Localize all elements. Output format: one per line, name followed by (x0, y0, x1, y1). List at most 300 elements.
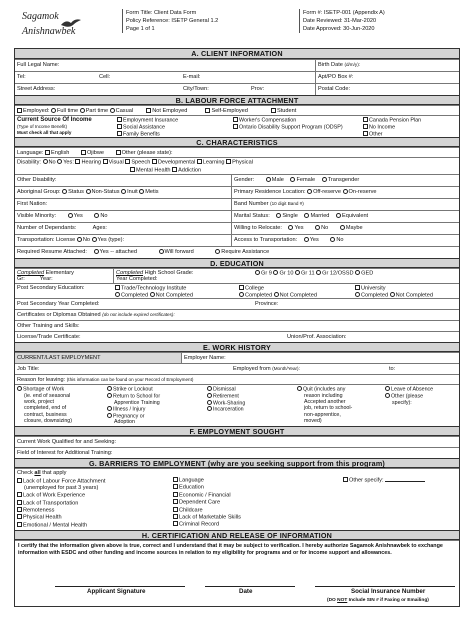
trade-tech-checkbox[interactable] (115, 285, 120, 290)
access-no-radio[interactable] (330, 237, 335, 242)
cell-field[interactable] (97, 72, 181, 83)
transgender-radio[interactable] (322, 177, 327, 182)
student-label: Student (276, 108, 297, 114)
social-assistance-label: Social Assistance (123, 124, 165, 131)
city-field[interactable] (181, 84, 249, 95)
not-employed-checkbox[interactable] (146, 108, 151, 113)
barrier-physical-checkbox[interactable] (17, 514, 22, 519)
access-transport-label: Access to Transportation: (234, 237, 298, 243)
casual-label: Casual (115, 108, 134, 114)
sin-note-pre: (DO (327, 598, 338, 603)
row-ps-year (15, 298, 459, 309)
barrier-skills-label: Lack of Marketable Skills (179, 514, 241, 521)
physical-label: Physical (232, 159, 253, 166)
status-label: Status (68, 189, 84, 195)
current-last-employment-label: CURRENT/LAST EMPLOYMENT (17, 355, 101, 361)
female-label: Female (296, 177, 316, 183)
retirement-label: Retirement (213, 393, 239, 400)
trade-not-completed-label: Not Completed (155, 292, 193, 298)
applicant-signature-line[interactable] (55, 586, 185, 587)
mental-health-checkbox[interactable] (130, 167, 135, 172)
leave-radio[interactable] (385, 386, 390, 391)
employed-from-label: Employed from (233, 366, 271, 372)
form-header (14, 8, 460, 46)
illness-radio[interactable] (107, 406, 112, 411)
no-income-label: No Income (369, 124, 396, 131)
strike-radio[interactable] (107, 386, 112, 391)
ojibwe-label: Ojibwe (86, 150, 105, 156)
single-radio[interactable] (276, 213, 281, 218)
row-name (15, 59, 459, 71)
row-post-secondary (15, 283, 459, 298)
row-aboriginal (15, 186, 459, 198)
current-source-label: Current Source Of Income (17, 117, 92, 123)
barrier-transport-label: Lack of Transportation (23, 500, 79, 507)
other-income-checkbox[interactable] (363, 131, 368, 136)
female-radio[interactable] (290, 177, 295, 182)
incarceration-radio[interactable] (207, 406, 212, 411)
male-radio[interactable] (266, 177, 271, 182)
hearing-checkbox[interactable] (75, 159, 80, 164)
apt-field[interactable] (315, 72, 461, 83)
row-schooling (15, 268, 459, 283)
row-job-title (15, 363, 459, 374)
barrier-other-input[interactable] (385, 481, 425, 482)
university-not-completed-radio[interactable] (390, 292, 395, 297)
incarceration-label: Incarceration (213, 406, 244, 413)
employed-to-label: to: (389, 366, 396, 372)
sin-note-post: Include SIN # if Faxing or Emailing) (347, 598, 429, 603)
field-interest-field[interactable] (15, 448, 461, 458)
quit-label: Quit (includes any (303, 386, 346, 393)
ged-label: GED (361, 270, 374, 277)
tel-field[interactable] (15, 72, 97, 83)
row-reason (15, 374, 459, 384)
resume-forward-radio[interactable] (159, 249, 164, 254)
physical-checkbox[interactable] (226, 159, 231, 164)
section-g-title (15, 458, 459, 468)
relocate-no-radio[interactable] (315, 225, 320, 230)
self-employed-checkbox[interactable] (205, 108, 210, 113)
access-yes-radio[interactable] (304, 237, 309, 242)
barrier-mental-checkbox[interactable] (17, 522, 22, 527)
other-language-label: Other (please state): (121, 150, 173, 156)
shortage-radio[interactable] (17, 386, 22, 391)
union-label: Union/Prof. Association: (287, 334, 347, 340)
row-field-interest (15, 447, 459, 458)
hs-completed-label: Completed (116, 270, 144, 276)
other-training-field[interactable] (15, 321, 461, 331)
mental-health-label: Mental Health (136, 167, 171, 174)
row-resume (15, 246, 459, 258)
current-work-field[interactable] (15, 437, 461, 447)
gr11-radio[interactable] (295, 270, 300, 275)
self-employed-label: Self-Employed (211, 108, 248, 114)
full-time-label: Full time (57, 108, 79, 114)
dependants-label: Number of Dependants: (17, 225, 77, 231)
employed-label: Employed: (23, 108, 50, 114)
gr9-radio[interactable] (255, 270, 260, 275)
high-school-field[interactable] (113, 269, 253, 283)
equivalent-label: Equivalent (341, 213, 369, 219)
other-disability-label: Other Disability: (17, 177, 57, 183)
certificates-note: (do not include expired certificates): (102, 312, 175, 317)
relocate-maybe-label: Maybe (345, 225, 363, 231)
other-reason-detail: specify): (392, 399, 412, 406)
logo-text-line1: Sagamok (22, 11, 59, 22)
band-number-label: Band Number (234, 201, 269, 207)
college-not-completed-label: Not Completed (279, 292, 317, 298)
cell-label: Cell: (99, 74, 111, 80)
shortage-detail-4: contract, business (24, 411, 67, 418)
other-reason-radio[interactable] (385, 393, 390, 398)
minority-yes-radio[interactable] (68, 213, 73, 218)
male-label: Male (271, 177, 284, 183)
learning-checkbox[interactable] (197, 159, 202, 164)
band-number-field[interactable] (231, 199, 461, 210)
canada-pension-checkbox[interactable] (363, 117, 368, 122)
form-number: Form #: ISETP-001 (Appendix A) (303, 10, 385, 16)
page-number: Page 1 of 1 (126, 26, 155, 32)
access-no-label: No (336, 237, 344, 243)
language-label: Language: (17, 150, 44, 156)
college-not-completed-radio[interactable] (274, 292, 279, 297)
certificates-field[interactable] (15, 310, 461, 320)
marital-status-label: Marital Status: (234, 213, 270, 219)
barrier-education-label: Education (179, 484, 204, 491)
section-g-title-main: G. BARRIERS TO EMPLOYMENT (88, 459, 206, 468)
check-label: Check (17, 470, 33, 476)
university-checkbox[interactable] (355, 285, 360, 290)
certificates-label: Certificates or Diplomas Obtained (17, 312, 101, 318)
employment-insurance-label: Employment Insurance (123, 117, 179, 124)
quit-radio[interactable] (297, 386, 302, 391)
post-secondary-label: Post Secondary Education: (17, 285, 85, 291)
gr12-radio[interactable] (316, 270, 321, 275)
visual-checkbox[interactable] (103, 159, 108, 164)
shortage-detail-3: completed, end of (24, 405, 67, 412)
primary-residence-label: Primary Residence Location: (234, 189, 306, 195)
visible-minority-label: Visible Minority: (17, 213, 57, 219)
barrier-mental-label: Emotional / Mental Health (23, 522, 88, 529)
province-field[interactable] (253, 299, 461, 309)
employed-from-field[interactable] (231, 364, 387, 374)
barrier-remoteness-label: Remoteness (23, 507, 55, 514)
family-benefits-checkbox[interactable] (117, 131, 122, 136)
english-checkbox[interactable] (45, 150, 50, 155)
university-not-completed-label: Not Completed (395, 292, 433, 298)
developmental-checkbox[interactable] (152, 159, 157, 164)
barrier-childcare-checkbox[interactable] (173, 507, 178, 512)
other-training-label: Other Training and Skills: (17, 323, 80, 329)
hs-year-completed-label: Year Completed: (116, 276, 158, 283)
employment-insurance-checkbox[interactable] (117, 117, 122, 122)
field-interest-label: Field of Interest for Additional Training: (17, 450, 113, 456)
birth-date-field[interactable] (315, 60, 461, 71)
city-label: City/Town: (183, 86, 209, 92)
transgender-label: Transgender (327, 177, 360, 183)
hs-grade-label: High School Grade: (144, 270, 194, 276)
union-field[interactable] (285, 332, 461, 342)
other-language-checkbox[interactable] (116, 150, 121, 155)
certification-text: I certify that the information given above is true, correct and I understand that it may be subject to verification. I hereby authorize Sagamok Anishnawbek to exchange information with ESDC and other funding and income sources in relation to my eligibility for programs and or for income support and allowances. (18, 543, 443, 556)
leave-label: Leave of Absence (391, 386, 434, 393)
canada-pension-label: Canada Pension Plan (369, 117, 422, 124)
equivalent-radio[interactable] (336, 213, 341, 218)
work-sharing-label: Work-Sharing (213, 400, 246, 407)
reason-note: (this information can be found on your Record of Employment) (66, 377, 194, 382)
relocate-yes-label: Yes (294, 225, 304, 231)
dismissal-label: Dismissal (213, 386, 236, 393)
row-minority (15, 210, 459, 222)
barrier-transport-checkbox[interactable] (17, 500, 22, 505)
employed-checkbox[interactable] (17, 108, 22, 113)
part-time-label: Part time (85, 108, 109, 114)
barrier-language-checkbox[interactable] (173, 477, 178, 482)
form-page (14, 8, 460, 622)
return-school-radio[interactable] (107, 393, 112, 398)
barrier-attachment-label: Lack of Labour Force Attachment (23, 478, 106, 485)
must-check-note: Must check all that apply (17, 130, 72, 136)
off-reserve-radio[interactable] (307, 189, 312, 194)
row-first-nation (15, 198, 459, 210)
married-radio[interactable] (304, 213, 309, 218)
barrier-dependent-checkbox[interactable] (173, 499, 178, 504)
license-no-label: No (82, 237, 90, 243)
other-reason-label: Other (please (391, 393, 424, 400)
barrier-other-checkbox[interactable] (343, 477, 348, 482)
pregnancy-label: Pregnancy or (113, 413, 145, 420)
metis-label: Metis (145, 189, 159, 195)
university-completed-label: Completed (361, 292, 389, 298)
section-c-title: C. CHARACTERISTICS (15, 137, 459, 147)
sin-note (327, 597, 429, 605)
single-label: Single (282, 213, 298, 219)
shortage-detail-1: (ie. end of seasonal (24, 392, 71, 399)
row-employer (15, 352, 459, 363)
license-yes-radio[interactable] (92, 237, 97, 242)
work-sharing-radio[interactable] (207, 400, 212, 405)
logo-text-line2: Anishnawbek (22, 26, 76, 37)
dependants-field[interactable] (15, 223, 231, 234)
casual-radio[interactable] (110, 108, 115, 113)
disability-no-radio[interactable] (43, 159, 48, 164)
date-line[interactable] (205, 586, 295, 587)
inuit-label: Inuit (127, 189, 138, 195)
section-h-title: H. CERTIFICATION AND RELEASE OF INFORMATION (15, 530, 459, 540)
section-g-title-sub: (why are you seeking support from this program) (207, 459, 386, 468)
sin-label: Social Insurance Number (351, 588, 426, 595)
barrier-dependent-label: Dependent Care (179, 499, 221, 506)
applicant-signature-label: Applicant Signature (87, 588, 146, 595)
elementary-field[interactable] (15, 269, 113, 283)
university-completed-radio[interactable] (355, 292, 360, 297)
barrier-attachment-checkbox[interactable] (17, 478, 22, 483)
status-radio[interactable] (62, 189, 67, 194)
gr10-label: Gr 10 (279, 270, 294, 277)
trade-not-completed-radio[interactable] (150, 292, 155, 297)
trade-tech-label: Trade/Technology Institute (121, 285, 187, 292)
on-reserve-label: On-reserve (348, 189, 377, 195)
sin-line[interactable] (315, 586, 455, 587)
license-no-radio[interactable] (77, 237, 82, 242)
province-label: Province: (255, 301, 279, 307)
quit-detail-2: Accepted another (304, 399, 346, 406)
license-yes-type-label: Yes (type): (97, 237, 125, 243)
gr11-label: Gr 11 (301, 270, 315, 277)
other-disability-field[interactable] (15, 175, 231, 186)
full-legal-name-field[interactable] (15, 60, 315, 71)
job-title-label: Job Title: (17, 366, 40, 372)
part-time-radio[interactable] (80, 108, 85, 113)
trade-completed-radio[interactable] (115, 292, 120, 297)
postal-code-field[interactable] (315, 84, 461, 95)
resume-forward-label: Will forward (164, 249, 194, 255)
barrier-physical-label: Physical Health (23, 514, 62, 521)
non-status-radio[interactable] (86, 189, 91, 194)
resume-assistance-radio[interactable] (215, 249, 220, 254)
barrier-attachment-note: (unemployed for past 3 years) (24, 485, 99, 492)
row-certification (15, 540, 459, 606)
street-address-label: Street Address: (17, 86, 56, 92)
barrier-education-checkbox[interactable] (173, 484, 178, 489)
quit-detail-1: reason including (304, 392, 343, 399)
quit-detail-4: non-apprentice, (304, 411, 341, 418)
row-contact (15, 71, 459, 83)
quit-detail-3: job, return to school- (304, 405, 353, 412)
relocate-maybe-radio[interactable] (340, 225, 345, 230)
elementary-gr-label: Gr: (17, 276, 25, 283)
policy-reference: Policy Reference: ISETP General 1.2 (126, 18, 219, 24)
college-checkbox[interactable] (239, 285, 244, 290)
relocate-yes-radio[interactable] (288, 225, 293, 230)
resume-attached-radio[interactable] (94, 249, 99, 254)
row-address (15, 83, 459, 95)
employed-to-field[interactable] (387, 364, 461, 374)
date-reviewed: Date Reviewed: 31-Mar-2020 (303, 18, 377, 24)
ojibwe-checkbox[interactable] (81, 150, 86, 155)
shortage-detail-2: work, project (24, 399, 55, 406)
ged-radio[interactable] (355, 270, 360, 275)
row-dependants (15, 222, 459, 234)
row-transport (15, 234, 459, 246)
no-income-checkbox[interactable] (363, 124, 368, 129)
gr10-radio[interactable] (273, 270, 278, 275)
willing-relocate-label: Willing to Relocate: (234, 225, 282, 231)
barrier-language-label: Language (179, 477, 204, 484)
postal-code-label: Postal Code: (318, 86, 351, 92)
gender-label: Gender: (234, 177, 255, 183)
organization-logo (14, 8, 118, 44)
license-trade-field[interactable] (15, 332, 285, 342)
student-checkbox[interactable] (271, 108, 276, 113)
ps-year-field[interactable] (15, 299, 253, 309)
dismissal-radio[interactable] (207, 386, 212, 391)
odsp-label: Ontario Disability Support Program (ODSP) (239, 124, 343, 131)
reason-leaving-label: Reason for leaving: (17, 377, 66, 383)
resume-assistance-label: Require Assistance (221, 249, 270, 255)
barrier-remoteness-checkbox[interactable] (17, 507, 22, 512)
strike-label: Strike or Lockout (113, 386, 153, 393)
on-reserve-radio[interactable] (343, 189, 348, 194)
transport-license-label: Transportation: License (17, 237, 76, 243)
speech-checkbox[interactable] (125, 159, 130, 164)
college-label: College (245, 285, 264, 292)
minority-yes-label: Yes (73, 213, 83, 219)
addiction-label: Addiction (178, 167, 202, 174)
workers-compensation-checkbox[interactable] (233, 117, 238, 122)
type-income-note: (Type of Income Benefit) (17, 123, 68, 129)
return-school-detail: Apprentice Training (114, 399, 160, 406)
odsp-checkbox[interactable] (233, 124, 238, 129)
barrier-work-exp-checkbox[interactable] (17, 492, 22, 497)
disability-yes-radio[interactable] (57, 159, 62, 164)
birth-date-format: (d/m/y): (344, 62, 361, 67)
inuit-radio[interactable] (121, 189, 126, 194)
metis-radio[interactable] (139, 189, 144, 194)
row-license (15, 331, 459, 342)
section-b-title: B. LABOUR FORCE ATTACHMENT (15, 95, 459, 105)
prov-field[interactable] (249, 84, 315, 95)
full-time-radio[interactable] (51, 108, 56, 113)
section-e-title: E. WORK HISTORY (15, 342, 459, 352)
form-title: Form Title: Client Data Form (126, 10, 197, 16)
row-income-source (15, 115, 459, 137)
first-nation-field[interactable] (15, 199, 231, 210)
family-benefits-label: Family Benefits (123, 131, 160, 137)
employer-name-field[interactable] (181, 353, 461, 363)
elementary-year-label: Year: (39, 276, 53, 283)
client-data-form (14, 48, 460, 607)
trade-completed-label: Completed (121, 292, 149, 298)
minority-no-radio[interactable] (94, 213, 99, 218)
first-nation-label: First Nation: (17, 201, 48, 207)
college-completed-radio[interactable] (239, 292, 244, 297)
row-current-work (15, 436, 459, 447)
ps-year-label: Post Secondary Year Completed: (17, 301, 100, 307)
month-year-note: (Month/Year): (272, 366, 300, 371)
job-title-field[interactable] (15, 364, 231, 374)
form-meta-left (122, 9, 296, 33)
aboriginal-group-label: Aboriginal Group: (17, 189, 61, 195)
street-address-field[interactable] (15, 84, 181, 95)
date-label: Date (239, 588, 253, 595)
resume-label: Required Resume Attached: (17, 249, 87, 255)
row-barriers (15, 468, 459, 530)
barrier-criminal-label: Criminal Record (179, 521, 220, 528)
barrier-childcare-label: Childcare (179, 507, 203, 514)
barrier-skills-checkbox[interactable] (173, 514, 178, 519)
developmental-label: Developmental (157, 159, 196, 166)
illness-label: Illness / Injury (113, 406, 146, 413)
hearing-label: Hearing (81, 159, 102, 166)
non-status-label: Non-Status (91, 189, 120, 195)
retirement-radio[interactable] (207, 393, 212, 398)
disability-yes-label: Yes: (63, 159, 74, 166)
barrier-criminal-checkbox[interactable] (173, 521, 178, 526)
learning-label: Learning (202, 159, 225, 166)
birth-date-label: Birth Date (318, 62, 343, 68)
pregnancy-radio[interactable] (107, 413, 112, 418)
speech-label: Speech (131, 159, 151, 166)
not-employed-label: Not Employed (152, 108, 188, 114)
social-assistance-checkbox[interactable] (117, 124, 122, 129)
email-field[interactable] (181, 72, 315, 83)
other-income-label: Other (369, 131, 383, 137)
barrier-economic-checkbox[interactable] (173, 492, 178, 497)
elementary-label: Elementary (45, 270, 74, 276)
addiction-checkbox[interactable] (172, 167, 177, 172)
